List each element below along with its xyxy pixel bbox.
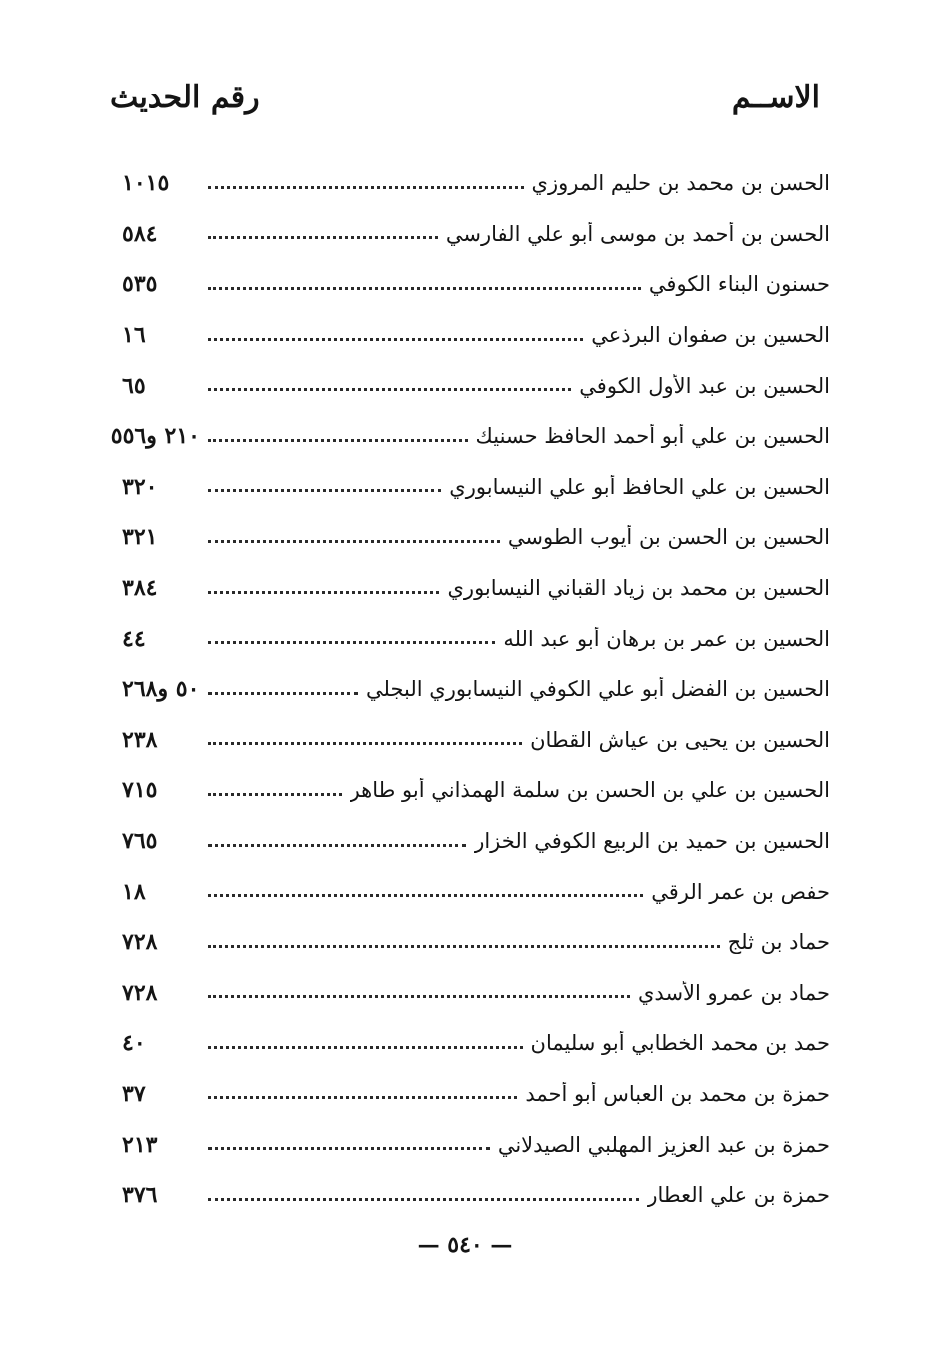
index-entry (122, 1119, 830, 1170)
narrator-name: حمزة بن محمد بن العباس أبو أحمد (525, 1081, 830, 1106)
index-entry (122, 462, 830, 513)
index-entry (122, 613, 830, 664)
hadith-number-column-title: رقم الحديث (110, 79, 260, 115)
dot-leader (208, 742, 522, 745)
hadith-number: ٤٠ (122, 1030, 146, 1057)
index-entry (122, 664, 830, 715)
dot-leader (208, 945, 720, 948)
index-entry (122, 715, 830, 766)
narrator-name: الحسين بن علي أبو أحمد الحافظ حسنيك (475, 424, 830, 449)
dot-leader (208, 591, 439, 594)
dot-leader (208, 186, 524, 189)
hadith-number: ٥٨٤ (122, 220, 158, 247)
narrator-name: الحسين بن محمد بن زياد القباني النيسابوري (447, 576, 830, 601)
narrator-name: حمزة بن عبد العزيز المهلبي الصيدلاني (497, 1132, 830, 1157)
index-entries (110, 158, 830, 1220)
dot-leader (208, 692, 358, 695)
hadith-number: ٦٥ (122, 372, 146, 399)
dot-leader (208, 894, 643, 897)
index-entry (122, 158, 830, 209)
index-entry (122, 259, 830, 310)
index-entry (122, 209, 830, 260)
hadith-number: ٤٤ (122, 625, 146, 652)
index-entry (122, 1069, 830, 1120)
hadith-number: ٣٧ (122, 1080, 146, 1107)
index-entry (122, 968, 830, 1019)
hadith-number: ٧١٥ (122, 777, 158, 804)
column-header (110, 72, 820, 122)
index-entry (122, 310, 830, 361)
narrator-name: الحسين بن حميد بن الربيع الكوفي الخزار (474, 829, 830, 854)
dot-leader (208, 287, 641, 290)
hadith-number: ٣٢٠ (122, 473, 158, 500)
dot-leader (208, 1096, 517, 1099)
index-entry (122, 512, 830, 563)
dot-leader (208, 844, 466, 847)
hadith-number: ١٠١٥ (122, 170, 170, 197)
index-entry (122, 563, 830, 614)
hadith-number: ٢١٣ (122, 1131, 158, 1158)
index-entry (122, 1170, 830, 1221)
hadith-number: ٣٧٦ (122, 1182, 158, 1209)
dot-leader (208, 793, 342, 796)
dot-leader (208, 995, 630, 998)
narrator-name: حماد بن عمرو الأسدي (638, 980, 830, 1005)
index-entry (122, 816, 830, 867)
narrator-name: حمد بن محمد الخطابي أبو سليمان (530, 1031, 830, 1056)
narrator-name: الحسين بن عمر بن برهان أبو عبد الله (503, 626, 830, 651)
narrator-name: حفص بن عمر الرقي (651, 879, 830, 904)
dot-leader (208, 236, 438, 239)
narrator-name: الحسن بن محمد بن حليم المروزي (531, 171, 830, 196)
narrator-name: الحسين بن عبد الأول الكوفي (579, 373, 830, 398)
dot-leader (208, 1198, 639, 1201)
hadith-number: ٣٨٤ (122, 575, 158, 602)
narrator-name: الحسين بن يحيى بن عياش القطان (530, 727, 830, 752)
dot-leader (208, 489, 441, 492)
hadith-number: ٢٣٨ (122, 726, 158, 753)
index-entry (110, 411, 830, 462)
index-entry (122, 765, 830, 816)
dot-leader (208, 1046, 523, 1049)
name-column-title: الاســم (731, 79, 820, 115)
page-number: — ٥٤٠ — (417, 1232, 513, 1258)
narrator-name: حماد بن ثلج (727, 930, 830, 955)
hadith-number: ٧٦٥ (122, 828, 158, 855)
hadith-number: ١٦ (122, 322, 146, 349)
dot-leader (208, 641, 495, 644)
dot-leader (208, 439, 468, 442)
dot-leader (208, 388, 571, 391)
narrator-name: الحسين بن الفضل أبو علي الكوفي النيسابوري البجلي (366, 677, 830, 702)
dot-leader (208, 1147, 490, 1150)
narrator-name: الحسين بن الحسن بن أيوب الطوسي (507, 525, 830, 550)
narrator-name: حسنون البناء الكوفي (648, 272, 830, 297)
hadith-number: ٧٢٨ (122, 929, 158, 956)
hadith-number: ٢١٠ و٥٥٦ (110, 423, 200, 450)
narrator-name: حمزة بن علي العطار (647, 1183, 830, 1208)
narrator-name: الحسين بن علي بن الحسن بن سلمة الهمذاني أبو طاهر (349, 778, 830, 803)
hadith-number: ٧٢٨ (122, 979, 158, 1006)
narrator-name: الحسين بن صفوان البرذعي (591, 323, 830, 348)
dot-leader (208, 540, 500, 543)
index-entry (122, 917, 830, 968)
index-entry (122, 1018, 830, 1069)
index-entry (122, 360, 830, 411)
hadith-number: ١٨ (122, 878, 146, 905)
index-entry (122, 866, 830, 917)
hadith-number: ٥٣٥ (122, 271, 158, 298)
dot-leader (208, 338, 583, 341)
narrator-name: الحسين بن علي الحافظ أبو علي النيسابوري (449, 474, 830, 499)
hadith-number: ٥٠ و٢٦٨ (122, 676, 200, 703)
narrator-name: الحسن بن أحمد بن موسى أبو علي الفارسي (445, 221, 830, 246)
hadith-number: ٣٢١ (122, 524, 158, 551)
